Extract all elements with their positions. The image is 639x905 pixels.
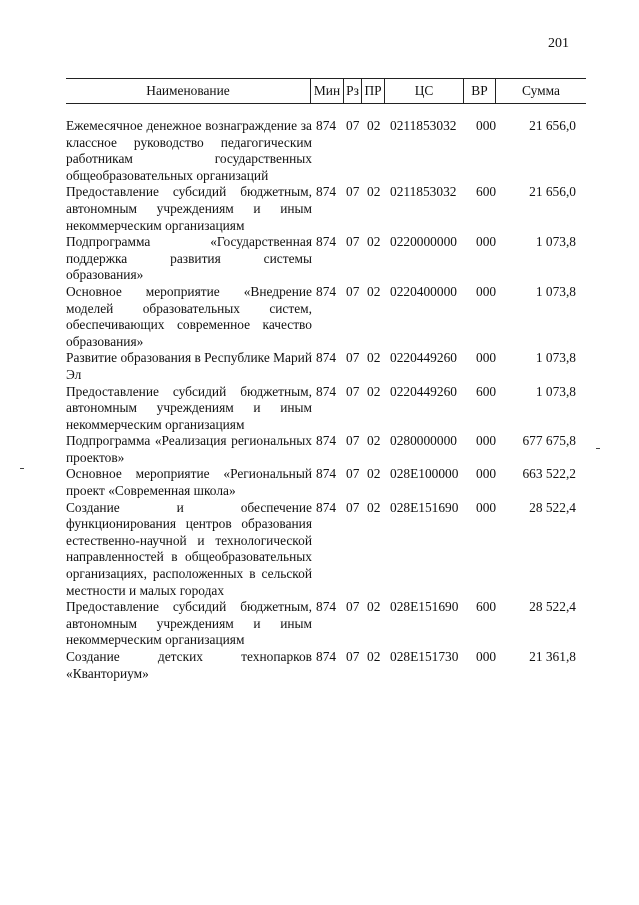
row-min: 874 — [316, 649, 337, 664]
table-row — [66, 284, 586, 350]
row-cs: 0220449260 — [390, 350, 457, 366]
row-vr: 600 — [476, 599, 497, 615]
row-min: 874 — [316, 118, 337, 133]
budget-table-body — [66, 118, 586, 682]
row-sum: 21 361,8 — [529, 649, 576, 664]
table-row — [66, 384, 586, 434]
table-row — [66, 118, 586, 184]
row-pr: 02 — [367, 383, 381, 399]
row-pr: 02 — [367, 283, 381, 299]
row-vr: 600 — [476, 383, 497, 399]
row-cs: 028E100000 — [390, 466, 459, 482]
table-row — [66, 599, 586, 649]
row-pr: 02 — [367, 649, 381, 664]
row-pr: 02 — [367, 184, 381, 200]
row-min: 874 — [316, 383, 337, 399]
row-vr: 000 — [476, 283, 497, 299]
row-min: 874 — [316, 599, 337, 615]
row-rz: 07 — [346, 466, 360, 482]
row-pr: 02 — [367, 118, 381, 133]
header-cs: ЦС — [385, 79, 464, 103]
row-vr: 000 — [476, 499, 497, 515]
table-row — [66, 500, 586, 600]
row-name: Основное мероприятие «Внедрение моделей образовательных систем, обеспечивающих современное качество образования» — [66, 283, 312, 349]
row-cs: 028E151690 — [390, 599, 459, 615]
row-name: Создание и обеспечение функционирования центров образования естественно-научной и технологической направленностей в общеобразовательных организациях, расположенных в сельской местности и малых городах — [66, 499, 312, 598]
row-rz: 07 — [346, 283, 360, 299]
row-name: Развитие образования в Республике Марий Эл — [66, 350, 312, 382]
row-vr: 000 — [476, 466, 497, 482]
header-vr: ВР — [464, 79, 496, 103]
row-sum: 28 522,4 — [529, 499, 576, 515]
row-sum: 28 522,4 — [529, 599, 576, 615]
row-cs: 0220000000 — [390, 234, 457, 250]
row-cs: 0211853032 — [390, 184, 457, 200]
scan-mark — [596, 448, 600, 449]
row-pr: 02 — [367, 234, 381, 250]
header-sum: Сумма — [522, 82, 560, 98]
row-min: 874 — [316, 499, 337, 515]
row-cs: 0220449260 — [390, 383, 457, 399]
row-min: 874 — [316, 184, 337, 200]
row-rz: 07 — [346, 649, 360, 664]
row-sum: 21 656,0 — [529, 118, 576, 133]
table-row — [66, 433, 586, 466]
row-rz: 07 — [346, 234, 360, 250]
row-cs: 0280000000 — [390, 433, 457, 449]
row-cs: 028E151690 — [390, 499, 459, 515]
row-pr: 02 — [367, 599, 381, 615]
row-rz: 07 — [346, 350, 360, 366]
row-pr: 02 — [367, 433, 381, 449]
row-sum: 1 073,8 — [535, 283, 576, 299]
row-vr: 000 — [476, 234, 497, 250]
row-sum: 21 656,0 — [529, 184, 576, 200]
table-row — [66, 350, 586, 383]
row-rz: 07 — [346, 499, 360, 515]
row-sum: 663 522,2 — [522, 466, 576, 482]
row-rz: 07 — [346, 118, 360, 133]
table-row — [66, 184, 586, 234]
row-name: Предоставление субсидий бюджетным, автономным учреждениям и иным некоммерческим организациям — [66, 599, 312, 648]
row-vr: 000 — [476, 350, 497, 366]
row-vr: 000 — [476, 433, 497, 449]
header-pr: ПР — [362, 79, 385, 103]
row-cs: 028E151730 — [390, 649, 459, 664]
row-sum: 1 073,8 — [535, 350, 576, 366]
row-rz: 07 — [346, 433, 360, 449]
row-vr: 000 — [476, 649, 497, 664]
header-rz: Рз — [344, 79, 362, 103]
row-name: Подпрограмма «Реализация региональных проектов» — [66, 433, 312, 465]
row-sum: 677 675,8 — [522, 433, 576, 449]
row-rz: 07 — [346, 599, 360, 615]
scan-mark — [20, 468, 24, 469]
table-row — [66, 649, 586, 682]
row-min: 874 — [316, 234, 337, 250]
row-rz: 07 — [346, 184, 360, 200]
row-name: Предоставление субсидий бюджетным, автономным учреждениям и иным некоммерческим организациям — [66, 184, 312, 233]
row-rz: 07 — [346, 383, 360, 399]
header-name: Наименование — [146, 82, 230, 98]
page-number: 201 — [548, 36, 569, 51]
row-min: 874 — [316, 433, 337, 449]
row-pr: 02 — [367, 466, 381, 482]
row-vr: 000 — [476, 118, 497, 133]
row-sum: 1 073,8 — [535, 234, 576, 250]
row-sum: 1 073,8 — [535, 383, 576, 399]
row-cs: 0211853032 — [390, 118, 457, 133]
row-min: 874 — [316, 466, 337, 482]
table-row — [66, 234, 586, 284]
row-name: Создание детских технопарков «Кванториум» — [66, 649, 312, 681]
row-pr: 02 — [367, 350, 381, 366]
row-pr: 02 — [367, 499, 381, 515]
row-min: 874 — [316, 283, 337, 299]
row-min: 874 — [316, 350, 337, 366]
row-name: Подпрограмма «Государственная поддержка развития системы образования» — [66, 234, 312, 283]
table-row — [66, 466, 586, 499]
row-vr: 600 — [476, 184, 497, 200]
row-cs: 0220400000 — [390, 283, 457, 299]
table-header — [66, 78, 586, 104]
row-name: Ежемесячное денежное вознаграждение за классное руководство педагогическим работникам государственных общеобразовательных организаций — [66, 118, 312, 183]
row-name: Основное мероприятие «Региональный проект «Современная школа» — [66, 466, 312, 499]
header-min: Мин — [310, 79, 344, 103]
row-name: Предоставление субсидий бюджетным, автономным учреждениям и иным некоммерческим организациям — [66, 383, 312, 432]
